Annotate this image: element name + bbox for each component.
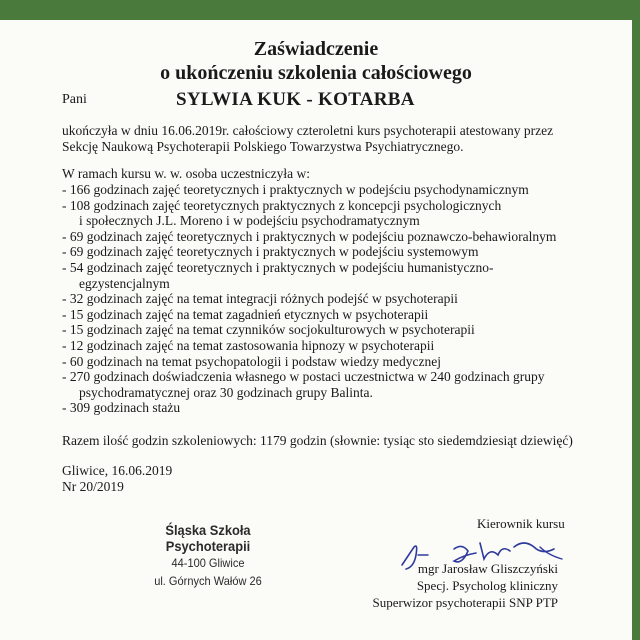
list-item-continuation: psychodramatycznej oraz 30 godzinach grupy Balinta. bbox=[79, 384, 373, 400]
completion-text-line1: ukończyła w dniu 16.06.2019r. całościowy czteroletni kurs psychoterapii atestowany przez bbox=[62, 123, 554, 138]
list-item-continuation: i społecznych J.L. Moreno i w podejściu psychodramatycznym bbox=[79, 213, 420, 229]
recipient-name: SYLWIA KUK - KOTARBA bbox=[176, 89, 415, 110]
certificate-page bbox=[0, 20, 632, 640]
stamp-school-name: Śląska Szkoła Psychoterapii bbox=[165, 522, 251, 554]
stamp-city: 44-100 Gliwice bbox=[171, 556, 245, 570]
list-item: - 15 godzinach zajęć na temat zagadnień etycznych w psychoterapii bbox=[62, 306, 429, 322]
list-item: - 54 godzinach zajęć teoretycznych i praktycznych w podejściu humanistyczno- bbox=[62, 259, 494, 275]
list-item: - 108 godzinach zajęć teoretycznych praktycznych z koncepcji psychologicznych bbox=[62, 197, 502, 213]
green-frame-top bbox=[0, 0, 640, 20]
place-date: Gliwice, 16.06.2019 bbox=[62, 463, 173, 478]
signer-title: Specj. Psycholog kliniczny bbox=[416, 578, 558, 593]
list-item: - 15 godzinach zajęć na temat czynników socjokulturowych w psychoterapii bbox=[62, 322, 475, 338]
certificate-subtitle: o ukończeniu szkolenia całościowego bbox=[160, 62, 472, 84]
school-stamp bbox=[128, 522, 288, 590]
list-item: - 270 godzinach doświadczenia własnego w postaci uczestnictwa w 240 godzinach grupy bbox=[62, 369, 545, 385]
list-item-continuation: egzystencjalnym bbox=[79, 275, 170, 291]
total-hours: Razem ilość godzin szkoleniowych: 1179 godzin (słownie: tysiąc sto siedemdziesiąt dziewięć) bbox=[62, 433, 573, 448]
list-item: - 12 godzinach zajęć na temat zastosowania hipnozy w psychoterapii bbox=[62, 337, 435, 353]
certificate-title: Zaświadczenie bbox=[253, 38, 379, 60]
list-item: - 166 godzinach zajęć teoretycznych i praktycznych w podejściu psychodynamicznym bbox=[62, 182, 529, 197]
completion-text-line2: Sekcję Naukową Psychoterapii Polskiego Towarzystwa Psychiatrycznego. bbox=[62, 139, 464, 154]
training-hours-list bbox=[62, 182, 556, 416]
list-item: - 32 godzinach zajęć na temat integracji różnych podejść w psychoterapii bbox=[62, 291, 458, 307]
signer-name: mgr Jarosław Gliszczyński bbox=[417, 561, 558, 576]
signer-role: Kierownik kursu bbox=[477, 516, 565, 531]
list-item: - 69 godzinach zajęć teoretycznych i praktycznych w podejściu poznawczo-behawioralnym bbox=[62, 228, 557, 244]
stamp-street: ul. Górnych Wałów 26 bbox=[154, 574, 262, 588]
list-item: - 69 godzinach zajęć teoretycznych i praktycznych w podejściu systemowym bbox=[62, 244, 479, 260]
certificate-number: Nr 20/2019 bbox=[62, 479, 124, 494]
list-item: - 60 godzinach na temat psychopatologii i podstaw wiedzy medycznej bbox=[62, 353, 442, 369]
green-frame-right bbox=[632, 0, 640, 640]
recipient-label: Pani bbox=[62, 92, 87, 107]
signer-title-2: Superwizor psychoterapii SNP PTP bbox=[372, 595, 558, 610]
list-intro: W ramach kursu w. w. osoba uczestniczyła w: bbox=[62, 166, 311, 181]
list-item: - 309 godzinach stażu bbox=[62, 400, 181, 416]
